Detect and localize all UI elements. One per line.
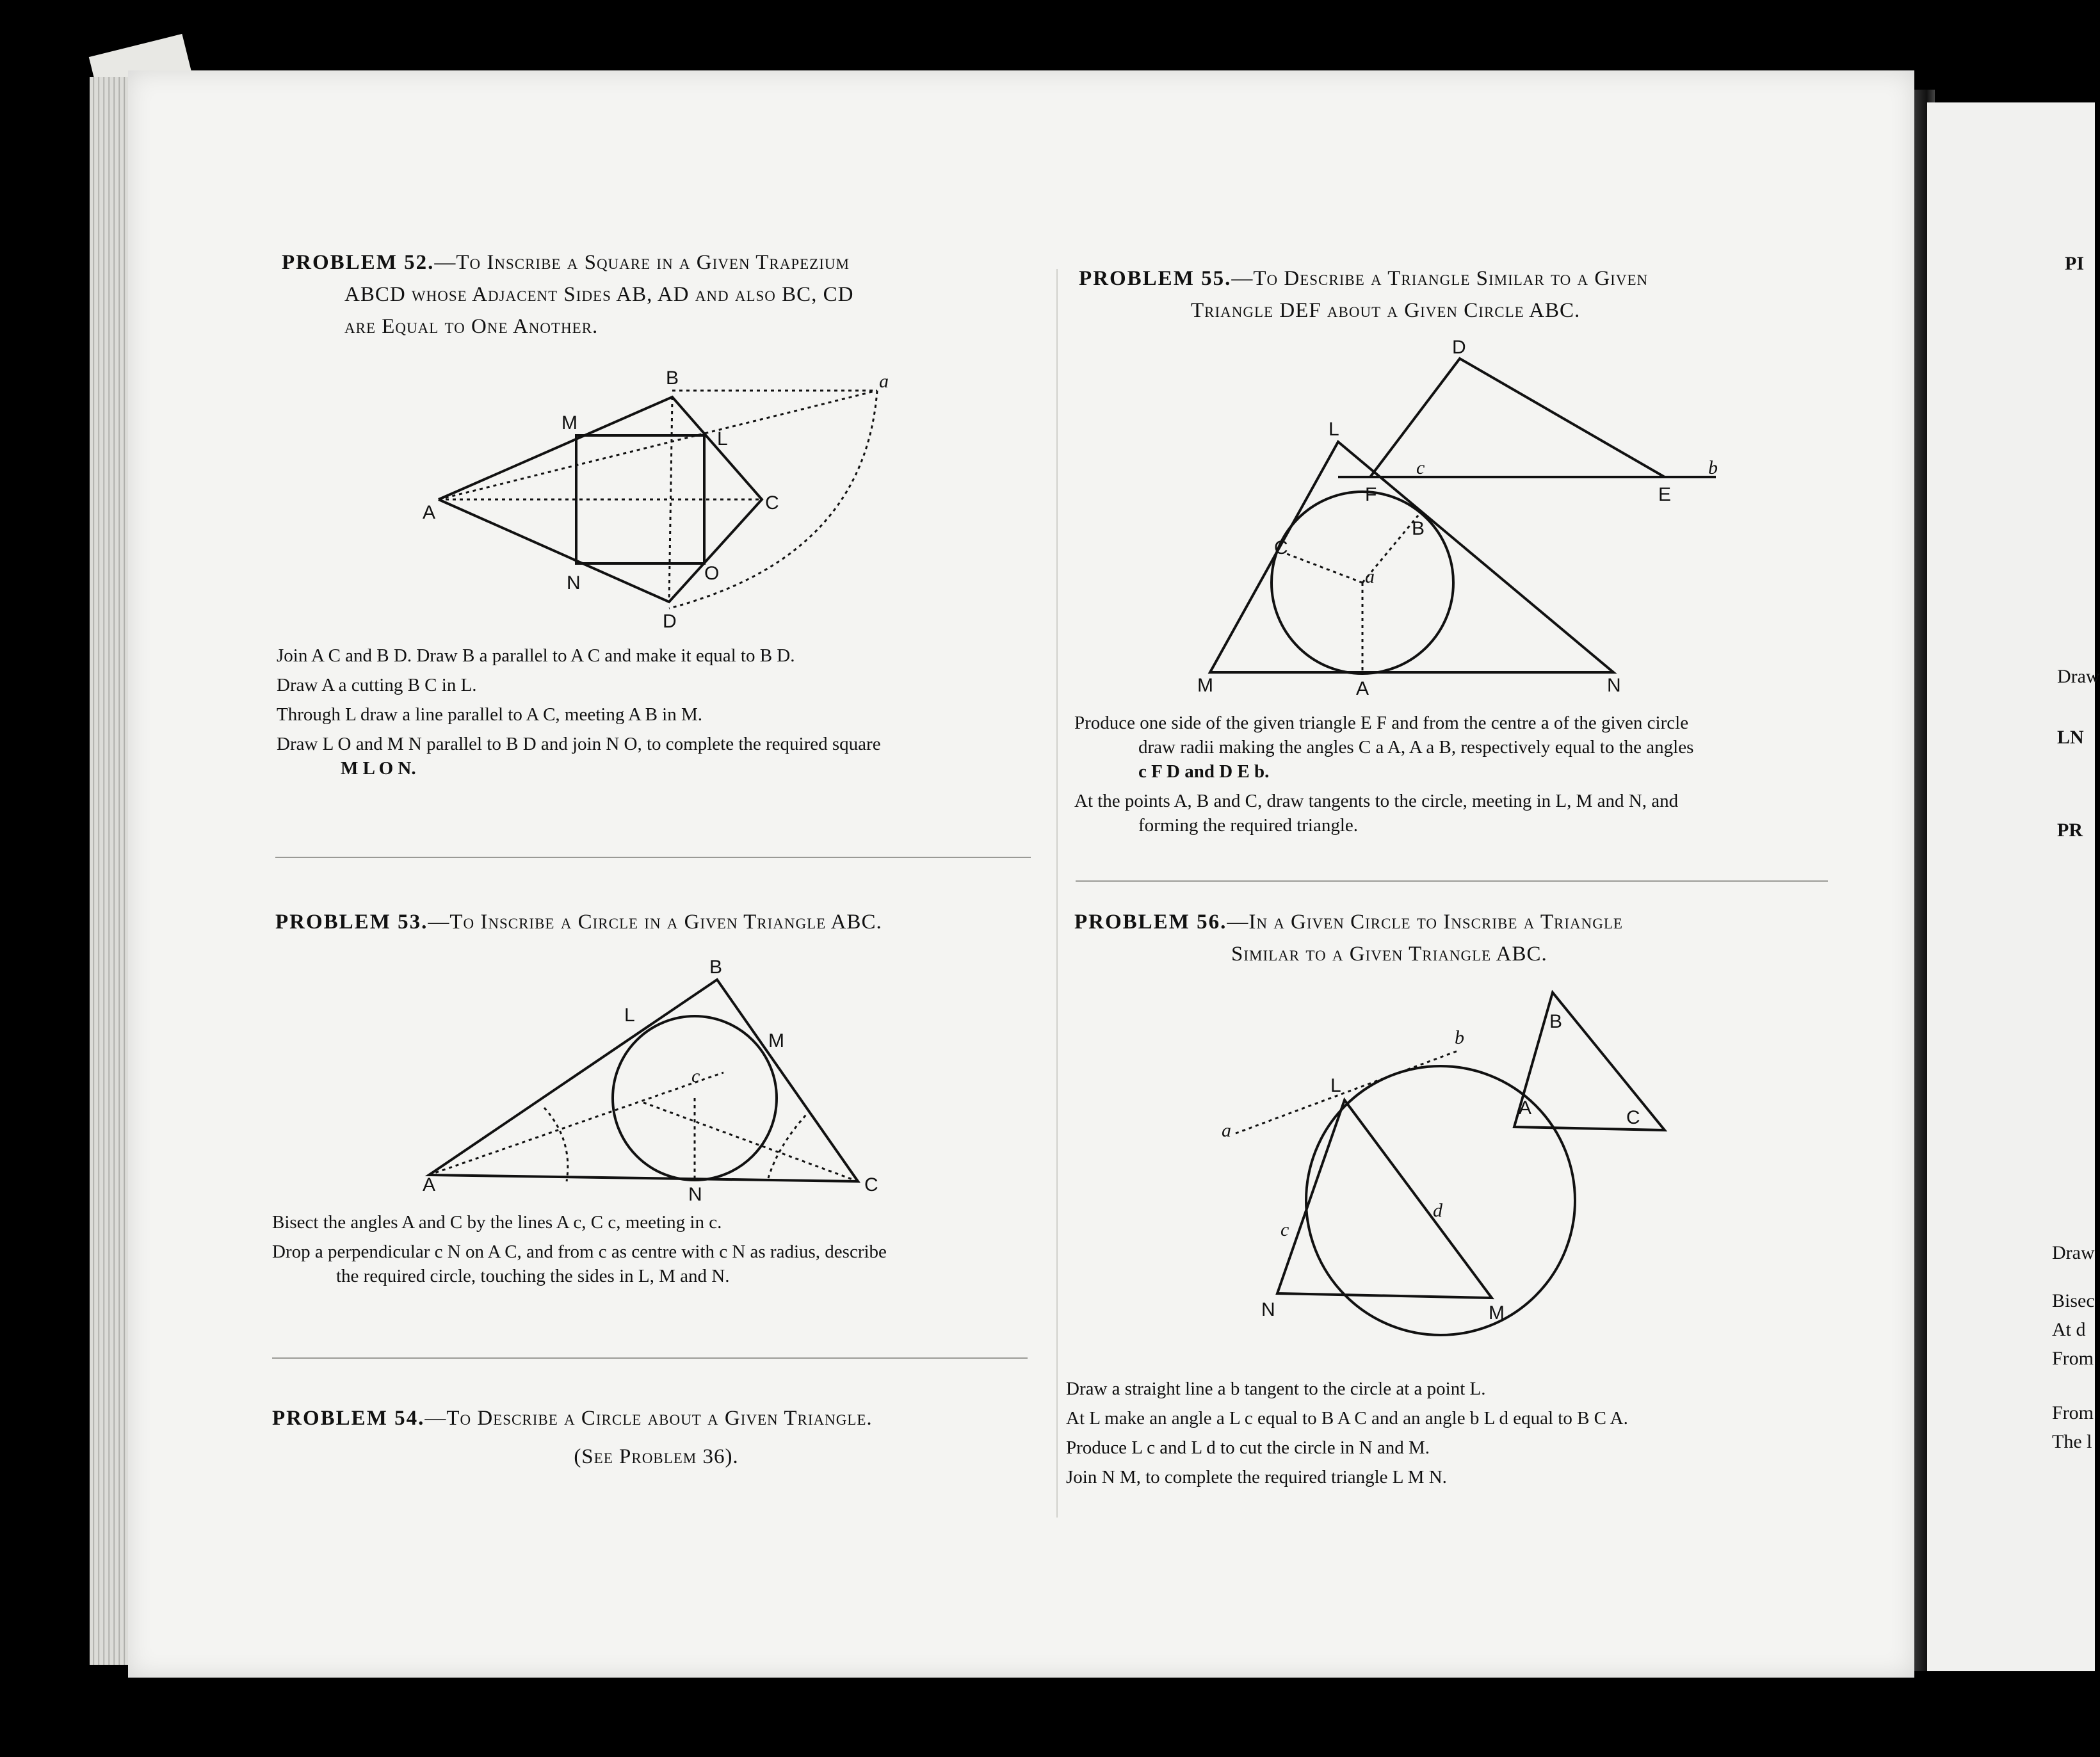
p52-step-3: Through L draw a line parallel to A C, meeting A B in M. <box>277 704 703 725</box>
label-c-upper: C <box>1626 1107 1640 1128</box>
next-page-fragment-7: At d <box>2052 1319 2086 1340</box>
label-m: M <box>561 412 578 433</box>
label-c-lower: c <box>691 1065 700 1087</box>
p52-step-5: M L O N. <box>341 758 416 779</box>
inscribed-triangle-lmn <box>1277 1100 1492 1298</box>
label-d: D <box>1452 337 1466 358</box>
problem-52-title-line3: are Equal to One Another. <box>344 315 599 338</box>
figure-problem-52 <box>410 365 922 634</box>
problem-55-title-line2: Triangle DEF about a Given Circle ABC. <box>1191 299 1581 322</box>
arc-c <box>768 1114 807 1178</box>
problem-52-steps <box>277 644 1032 786</box>
p52-step-1: Join A C and B D. Draw B a parallel to A C and make it equal to B D. <box>277 645 795 666</box>
label-l: L <box>717 428 728 449</box>
separator-52-53 <box>275 857 1031 858</box>
label-a-lower: a <box>879 371 889 392</box>
label-a-upper: A <box>423 502 436 523</box>
label-n: N <box>1261 1299 1275 1320</box>
problem-56-heading <box>1074 906 1843 970</box>
next-page-fragment-9: From <box>2052 1402 2094 1423</box>
label-c-lower: c <box>1280 1219 1289 1240</box>
label-a-upper: A <box>1519 1097 1532 1119</box>
p56-step-1: Draw a straight line a b tangent to the circle at a point L. <box>1066 1379 1486 1399</box>
problem-52-title-line1: —To Inscribe a Square in a Given Trapezium <box>434 251 850 274</box>
label-n: N <box>567 572 581 594</box>
line-aa <box>439 391 877 499</box>
radius-ac <box>1287 554 1362 583</box>
problem-55-title-line1: —To Describe a Triangle Similar to a Given <box>1231 267 1649 290</box>
p56-step-3: Produce L c and L d to cut the circle in N and M. <box>1066 1437 1430 1458</box>
next-page-fragment-6: Bisec <box>2052 1290 2095 1311</box>
label-n: N <box>688 1184 702 1205</box>
problem-56-title-line1: —In a Given Circle to Inscribe a Triangle <box>1227 911 1623 934</box>
label-m: M <box>768 1030 784 1051</box>
p56-step-2: At L make an angle a L c equal to B A C and an angle b L d equal to B C A. <box>1066 1408 1628 1429</box>
problem-52-number: PROBLEM 52. <box>282 251 435 274</box>
label-d: d <box>1433 1200 1442 1221</box>
label-o: O <box>704 563 720 584</box>
p52-step-4: Draw L O and M N parallel to B D and join N O, to complete the required square <box>277 734 881 754</box>
p55-step-5: forming the required triangle. <box>1138 815 1359 836</box>
label-d: D <box>663 611 677 632</box>
label-b: B <box>666 368 679 389</box>
triangle-abc <box>429 980 858 1181</box>
tangent-ab <box>1236 1050 1460 1133</box>
figure-problem-56 <box>1216 980 1741 1338</box>
p55-step-1: Produce one side of the given triangle E F and from the centre a of the given circle <box>1074 713 1689 733</box>
problem-56-steps <box>1066 1377 1834 1494</box>
label-b-lower: b <box>1455 1027 1464 1048</box>
label-a-lower: a <box>1222 1120 1231 1141</box>
problem-54-number: PROBLEM 54. <box>272 1407 425 1430</box>
label-a: A <box>423 1174 436 1195</box>
label-l: L <box>624 1005 635 1026</box>
label-b-upper: B <box>1412 518 1425 539</box>
p52-step-2: Draw A a cutting B C in L. <box>277 675 477 695</box>
label-b-upper: B <box>1549 1011 1563 1032</box>
column-divider <box>1056 269 1058 1518</box>
problem-56-title-line2: Similar to a Given Triangle ABC. <box>1231 943 1547 966</box>
next-page-fragment-5: Draw <box>2052 1242 2095 1263</box>
problem-54-title-line2: (See Problem 36). <box>574 1445 739 1468</box>
p53-step-3: the required circle, touching the sides in L, M and N. <box>336 1266 730 1286</box>
arc-a <box>544 1108 568 1181</box>
label-m: M <box>1489 1302 1505 1324</box>
p53-step-2: Drop a perpendicular c N on A C, and from c as centre with c N as radius, describe <box>272 1242 887 1262</box>
label-e: E <box>1658 484 1672 505</box>
problem-55-number: PROBLEM 55. <box>1079 267 1232 290</box>
label-a-upper: A <box>1356 678 1369 699</box>
triangle-def <box>1370 359 1665 477</box>
problem-56-number: PROBLEM 56. <box>1074 911 1227 934</box>
label-l: L <box>1329 419 1339 440</box>
figure-problem-53 <box>410 954 896 1205</box>
label-a-lower: a <box>1365 566 1375 587</box>
p55-step-4: At the points A, B and C, draw tangents to the circle, meeting in L, M and N, and <box>1074 791 1679 811</box>
problem-53-steps <box>272 1210 1040 1293</box>
next-page-fragment-1: PI <box>2065 253 2084 274</box>
label-l: L <box>1330 1075 1341 1096</box>
bisector-ac <box>429 1073 723 1175</box>
problem-54-title-line1: —To Describe a Circle about a Given Triangle. <box>424 1407 873 1430</box>
label-n: N <box>1607 675 1621 696</box>
problem-53-heading <box>275 906 1044 938</box>
problem-52-title-line2: ABCD whose Adjacent Sides AB, AD and also BC, CD <box>344 283 854 306</box>
label-m: M <box>1197 675 1213 696</box>
problem-53-title-line1: —To Inscribe a Circle in a Given Triangle ABC. <box>428 911 882 934</box>
next-page-fragment-4: PR <box>2057 820 2083 841</box>
p53-step-1: Bisect the angles A and C by the lines A c, C c, meeting in c. <box>272 1212 722 1233</box>
next-page-fragment-8: From <box>2052 1348 2094 1369</box>
label-c-upper: C <box>1274 537 1288 558</box>
separator-53-54 <box>272 1357 1028 1359</box>
label-c: C <box>765 492 779 514</box>
next-page-fragment-3: LN <box>2057 727 2084 748</box>
p55-step-2: draw radii making the angles C a A, A a B, respectively equal to the angles <box>1138 737 1694 757</box>
label-c-upper: C <box>864 1174 878 1195</box>
next-page-fragment-2: Draw <box>2057 666 2100 687</box>
next-page-fragment-10: The l <box>2052 1431 2092 1452</box>
label-f: F <box>1365 484 1377 505</box>
separator-55-56 <box>1076 880 1828 882</box>
p55-step-3: c F D and D E b. <box>1138 761 1270 782</box>
problem-53-number: PROBLEM 53. <box>275 911 428 934</box>
label-b: B <box>709 957 723 978</box>
bisector-cc <box>640 1101 858 1181</box>
triangle-abc-given <box>1514 992 1665 1130</box>
figure-problem-55 <box>1191 333 1741 699</box>
label-c-lower: c <box>1416 457 1425 478</box>
problem-54-heading <box>272 1402 1040 1473</box>
p56-step-4: Join N M, to complete the required triangle L M N. <box>1066 1467 1447 1487</box>
label-b-lower: b <box>1708 457 1718 478</box>
problem-55-heading <box>1079 263 1847 327</box>
problem-52-heading <box>282 247 1050 343</box>
problem-55-steps <box>1074 711 1843 843</box>
